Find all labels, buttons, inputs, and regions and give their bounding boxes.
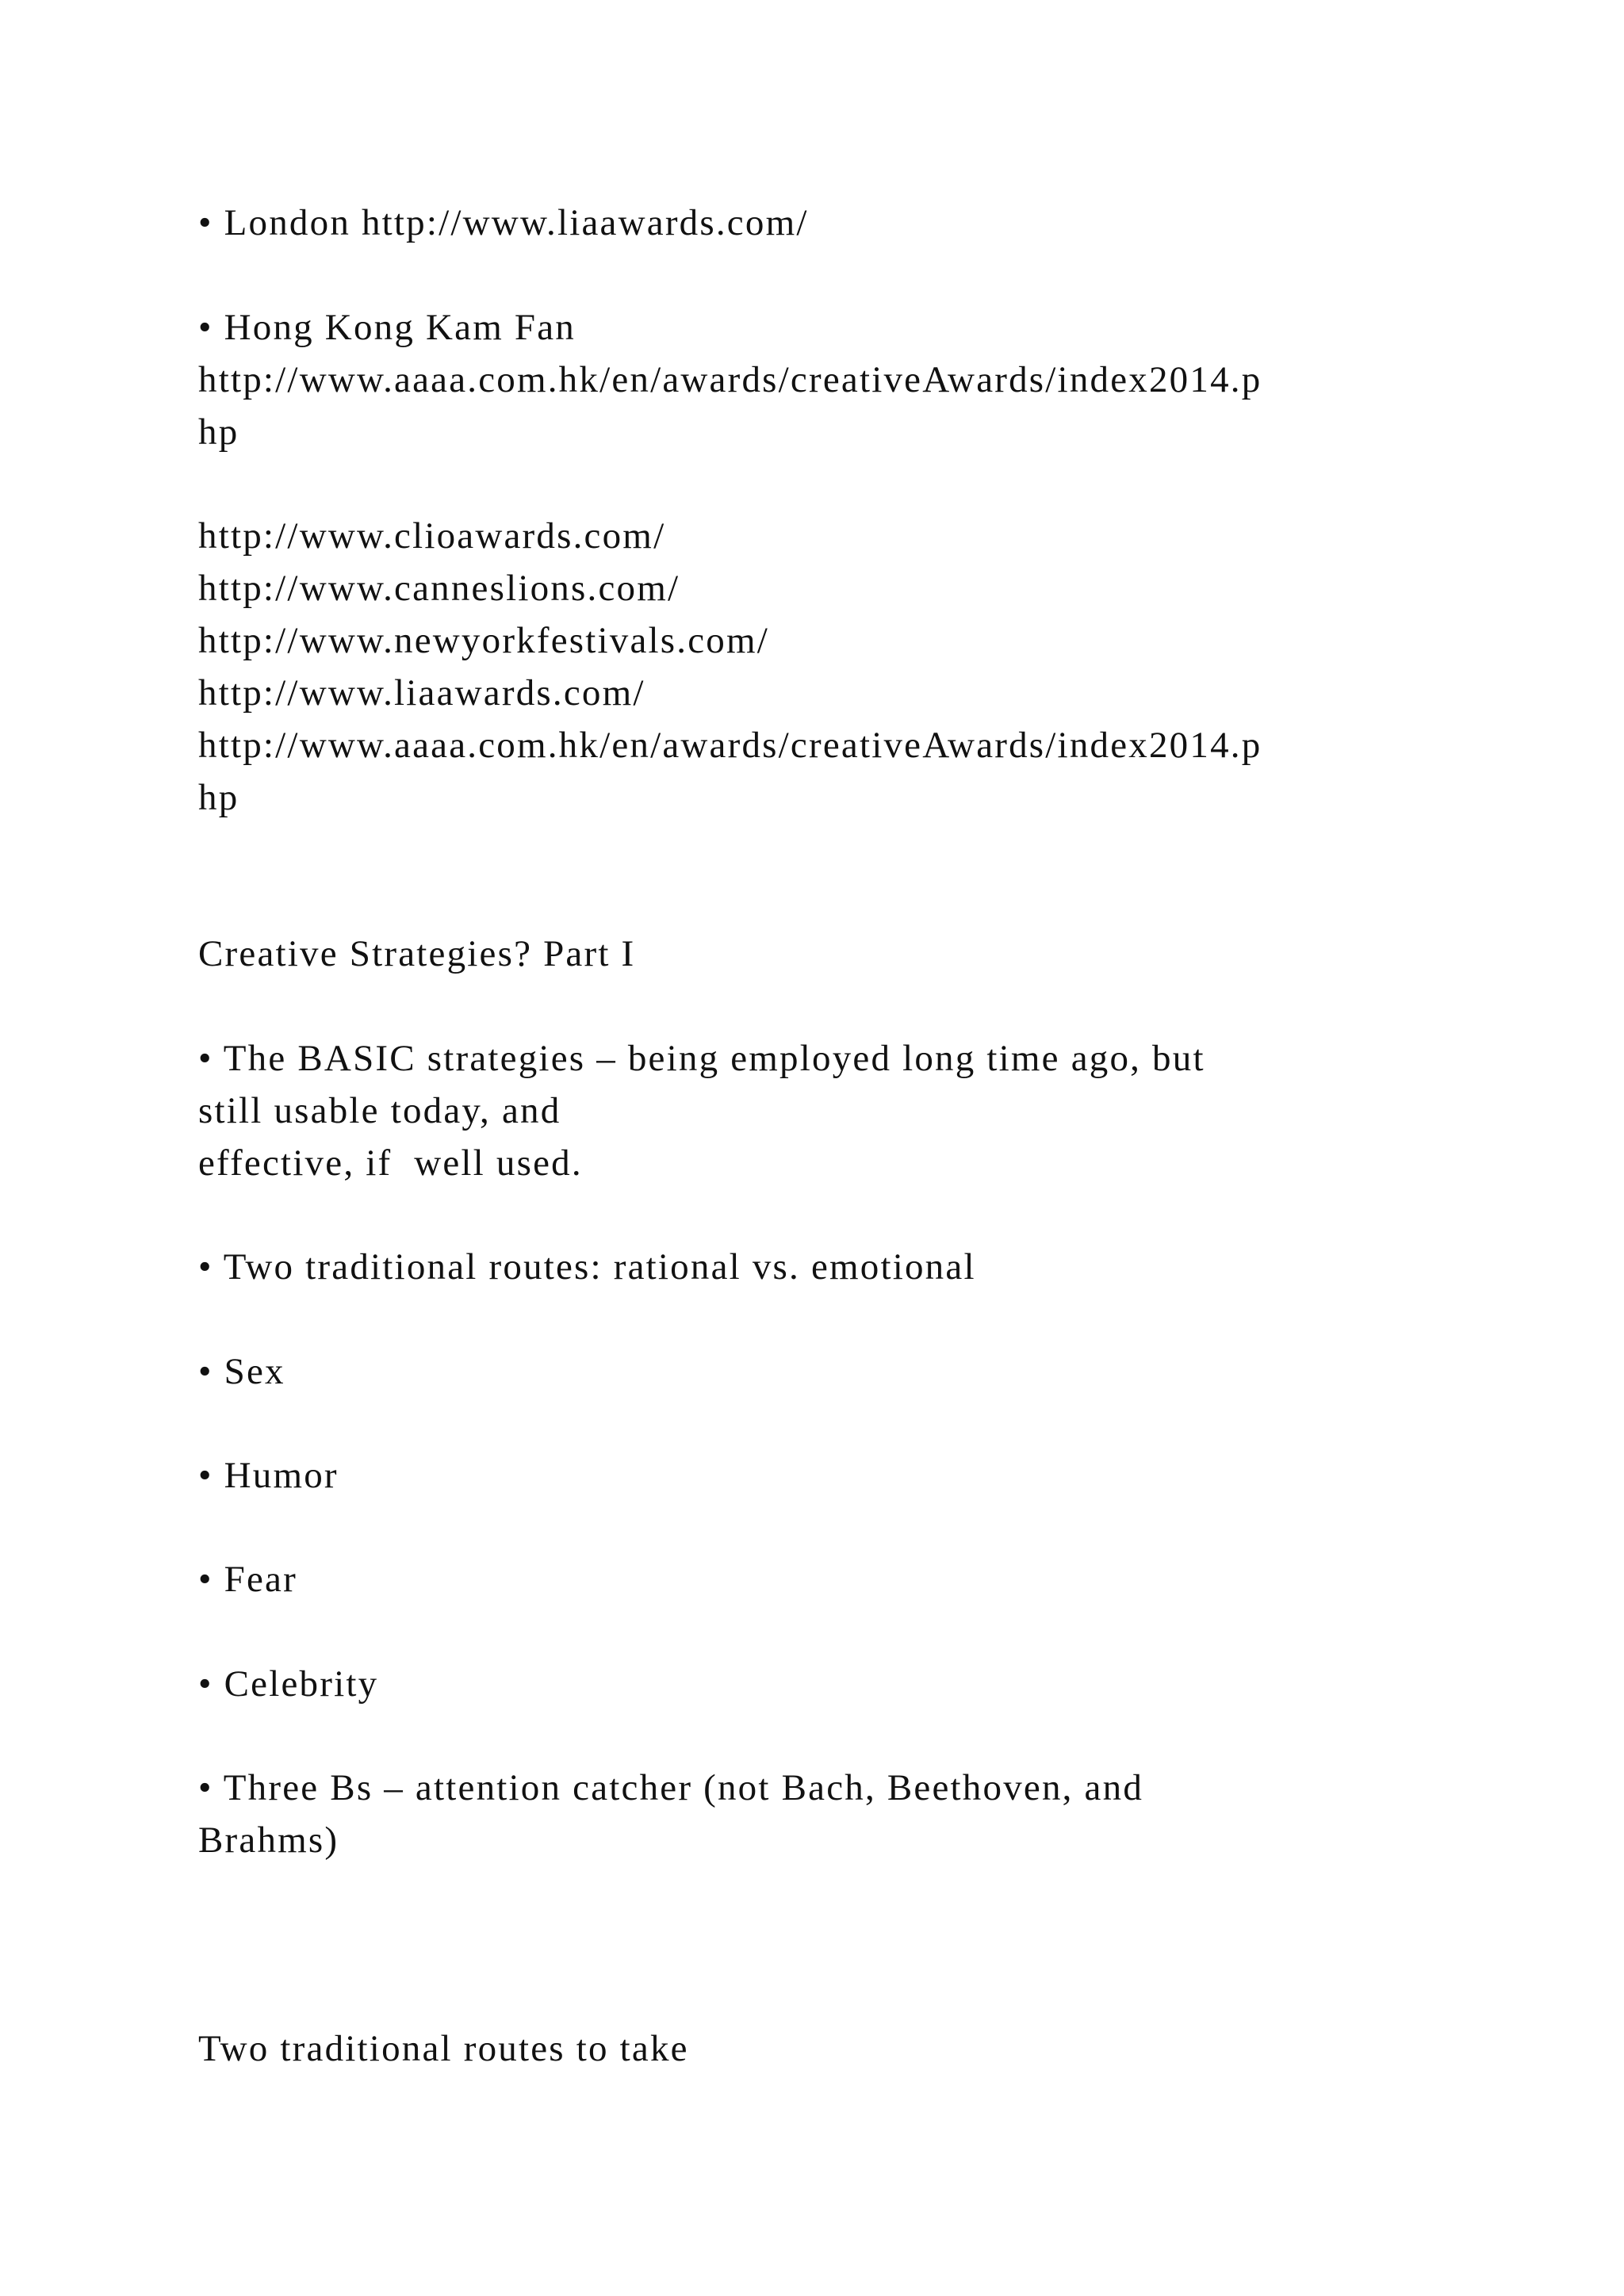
url-line: http://www.clioawards.com/	[198, 515, 666, 557]
basic-strategies-line-2: still usable today, and	[198, 1090, 561, 1131]
three-bs-line-1: • Three Bs – attention catcher (not Bach, Beethoven, and	[198, 1767, 1144, 1808]
section-heading: Creative Strategies? Part I	[198, 933, 636, 974]
basic-strategies-line-1: • The BASIC strategies – being employed long time ago, but	[198, 1038, 1205, 1079]
hongkong-label: • Hong Kong Kam Fan	[198, 307, 576, 348]
hongkong-url-line-2: hp	[198, 411, 239, 453]
url-line: http://www.aaaa.com.hk/en/awards/creativeAwards/index2014.p	[198, 725, 1262, 766]
basic-strategies-line-3: effective, if well used.	[198, 1142, 583, 1184]
url-line: hp	[198, 777, 239, 818]
three-bs-line-2: Brahms)	[198, 1820, 339, 1861]
section-heading: Two traditional routes to take	[198, 2028, 689, 2069]
bullet-item: • Humor	[198, 1455, 339, 1496]
hongkong-url-line-1: http://www.aaaa.com.hk/en/awards/creativeAwards/index2014.p	[198, 359, 1262, 400]
bullet-item: • Two traditional routes: rational vs. emotional	[198, 1246, 976, 1288]
london-link-line: • London http://www.liaawards.com/	[198, 202, 809, 243]
bullet-item: • Celebrity	[198, 1663, 379, 1705]
url-line: http://www.liaawards.com/	[198, 672, 645, 714]
url-line: http://www.newyorkfestivals.com/	[198, 620, 770, 661]
bullet-item: • Fear	[198, 1559, 297, 1600]
url-line: http://www.canneslions.com/	[198, 568, 680, 609]
bullet-item: • Sex	[198, 1351, 285, 1392]
